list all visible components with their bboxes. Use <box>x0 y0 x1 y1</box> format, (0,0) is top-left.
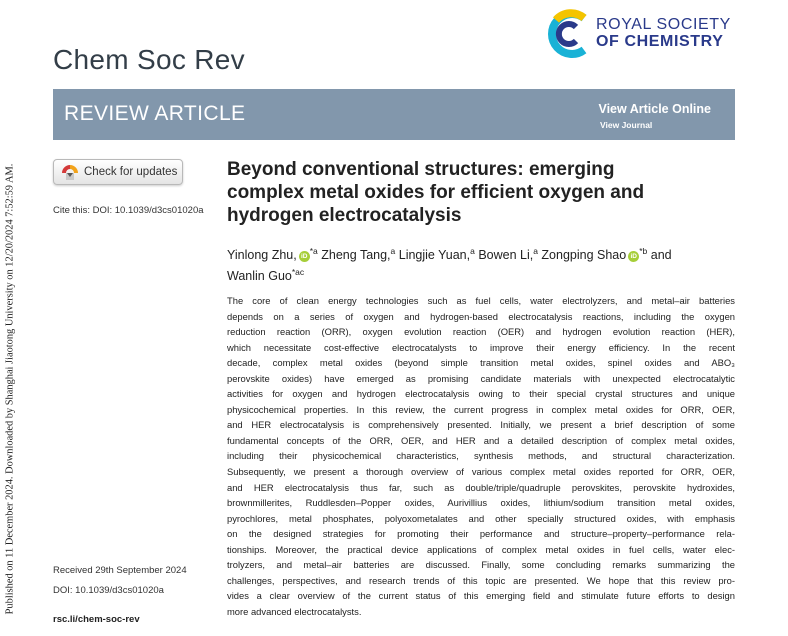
author-name[interactable]: Wanlin Guo <box>227 269 292 283</box>
abstract-line: depends on a series of oxygen and hydrogen-based electrocatalysis reactions, including the oxygen <box>227 310 735 322</box>
abstract-line: activities for oxygen and hydrogen electrocatalysis owing to their special crystal structures and unique <box>227 388 735 400</box>
abstract-line: and HER electrocatalysis is comprehensively presented. Initially, we present a brief description of some <box>227 419 735 431</box>
abstract-line: which necessitate cost-effective electrocatalysts to improve their energy efficiency. In the recent <box>227 341 735 353</box>
check-for-updates-button[interactable] <box>53 159 183 185</box>
author-name[interactable]: Zongping Shao <box>537 248 627 262</box>
abstract-line: The core of clean energy technologies such as fuel cells, water electrolyzers, and metal–air batteries <box>227 295 735 306</box>
abstract-line: tionships. Moreover, the practical device applications of complex metal oxides in fuel cells, water elec- <box>227 543 735 555</box>
abstract-line: trolyzers, and metal–air batteries are discussed. Finally, some concluding remarks summarizing the <box>227 559 735 571</box>
abstract-line: on the designed strategies for promoting their performance and structure–property–performance rela- <box>227 528 735 540</box>
article-title <box>227 158 697 227</box>
abstract-line: perovskite oxides) have emerged as promising candidate materials with unexpected electrocatalytic <box>227 372 735 384</box>
view-article-online-link[interactable]: View Article Online <box>598 102 711 116</box>
cite-this-doi: Cite this: DOI: 10.1039/d3cs01020a <box>53 205 204 216</box>
journal-title[interactable]: Chem Soc Rev <box>53 44 245 75</box>
view-journal-link[interactable]: View Journal <box>600 120 653 130</box>
author-list <box>227 243 737 285</box>
author-name[interactable]: Yinlong Zhu, <box>227 248 297 262</box>
rsc-name-line1: ROYAL SOCIETY <box>596 16 731 33</box>
abstract-line: and HER electrocatalysis thus far, such as double/triple/quadruple perovskites, perovskite hydroxides, <box>227 481 735 493</box>
rsc-logo[interactable] <box>546 8 736 62</box>
author-name[interactable]: Bowen Li, <box>474 248 534 262</box>
abstract-line: pyrochlores, metal phosphates, polyoxometalates and other specially structured oxides, with emphasis <box>227 512 735 524</box>
author-conjunction: and <box>647 248 672 262</box>
author-affiliation-mark: a <box>533 246 538 256</box>
abstract-line: challenges, perspectives, and research trends of this topic are presented. We hope that this review pro- <box>227 574 735 586</box>
check-for-updates-label: Check for updates <box>84 166 178 178</box>
check-updates-icon <box>60 164 80 181</box>
title-line: complex metal oxides for efficient oxygen and <box>227 182 645 203</box>
title-line: Beyond conventional structures: emerging <box>227 159 615 180</box>
title-line: hydrogen electrocatalysis <box>227 205 462 226</box>
author-affiliation-mark: *a <box>309 246 318 256</box>
rsc-logo-icon <box>546 8 592 62</box>
rsc-name-line2: OF CHEMISTRY <box>596 33 724 50</box>
received-date: Received 29th September 2024 <box>53 565 187 576</box>
author-affiliation-mark: a <box>470 246 475 256</box>
abstract-line: reduction reaction (ORR), oxygen evolution reaction (OER) and hydrogen evolution reaction (HER), <box>227 326 735 338</box>
abstract-line: including their physicochemical characteristics, synthesis methods, and structural characterization. <box>227 450 735 462</box>
orcid-icon[interactable]: iD <box>299 251 310 262</box>
article-type-banner <box>53 89 735 140</box>
abstract-line: decade, complex metal oxides (beyond simple transition metal oxides, spinel oxides and ABO₃ <box>227 357 735 369</box>
abstract-line: vides a clear overview of the current status of this emerging field and stimulate future efforts to design <box>227 590 735 602</box>
author-affiliation-mark: *b <box>639 246 648 256</box>
article-type-label: REVIEW ARTICLE <box>64 102 246 125</box>
doi: DOI: 10.1039/d3cs01020a <box>53 585 164 596</box>
abstract-line: Subsequently, we present a thorough overview of various complex metal oxides reported for ORR, OER, <box>227 466 735 478</box>
abstract <box>227 293 735 619</box>
author-name[interactable]: Lingjie Yuan, <box>395 248 471 262</box>
journal-link[interactable]: rsc.li/chem-soc-rev <box>53 614 140 625</box>
orcid-icon[interactable]: iD <box>628 251 639 262</box>
author-affiliation-mark: *ac <box>291 267 305 277</box>
abstract-line: more advanced electrocatalysts. <box>227 605 362 617</box>
abstract-line: physicochemical properties. In this review, the current progress in complex metal oxides for ORR, OER, <box>227 403 735 415</box>
download-side-note-text: Published on 11 December 2024. Downloaded by Shanghai Jiaotong University on 12/20/2024 7:52:59 AM. <box>4 163 16 615</box>
download-side-note <box>3 158 17 620</box>
abstract-line: fundamental concepts of the ORR, OER, and HER and a detailed description of complex metal oxides, <box>227 434 735 446</box>
author-name[interactable]: Zheng Tang, <box>317 248 391 262</box>
abstract-line: brownmillerites, Ruddlesden–Popper oxides, Aurivillius oxides, lithium/sodium transition metal oxides, <box>227 497 735 509</box>
author-affiliation-mark: a <box>390 246 396 256</box>
